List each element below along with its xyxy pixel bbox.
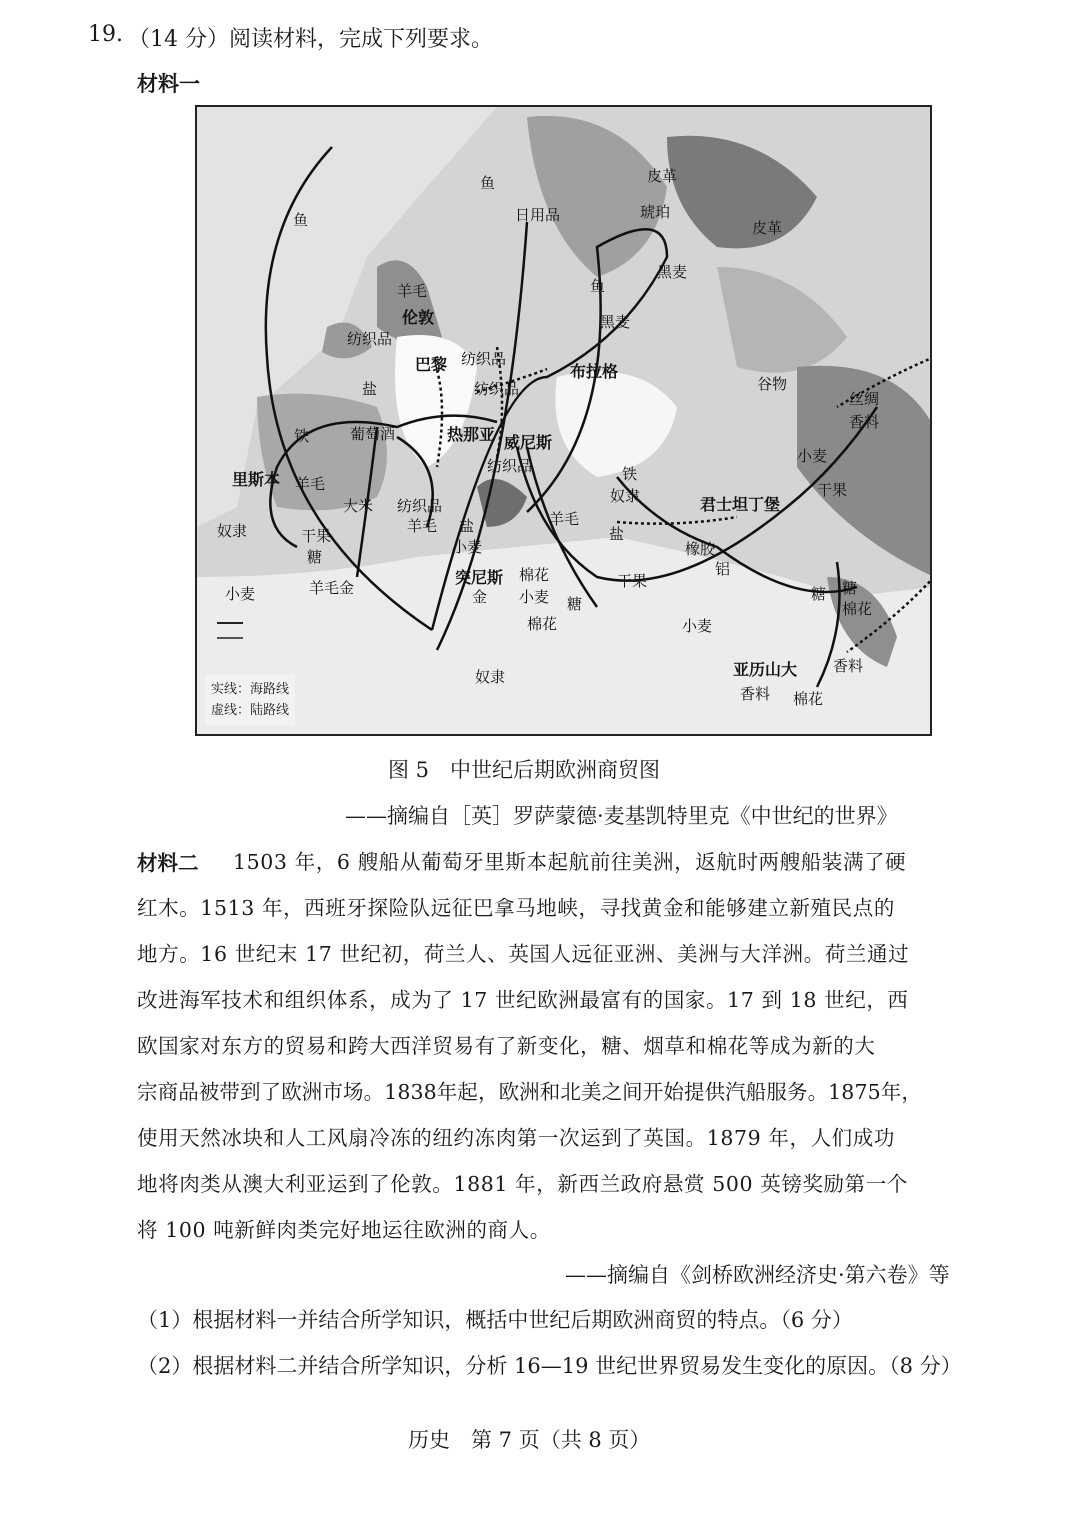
material1-source: ——摘编自［英］罗萨蒙德·麦基凯特里克《中世纪的世界》 (345, 804, 898, 828)
city-lisbon: 里斯本 (232, 470, 281, 489)
map-label: 大米 (343, 497, 374, 515)
map-label: 铁 (622, 465, 638, 483)
map-label: 羊毛 (397, 282, 428, 300)
legend-solid: 实线：海路线 (211, 682, 290, 697)
map-label: 棉花 (519, 566, 550, 584)
map-label: 日用品 (515, 206, 561, 224)
legend-dashed: 虚线：陆路线 (211, 703, 290, 718)
map-label: 羊毛 (295, 475, 326, 493)
map-label: 羊毛金 (309, 579, 355, 597)
map-label: 铁 (294, 427, 310, 445)
map-label: 铝 (715, 560, 731, 578)
map-label: 奴隶 (217, 522, 248, 540)
map-label: 皮革 (647, 167, 678, 185)
material2-line: 地方。16 世纪末 17 世纪初，荷兰人、英国人远征亚洲、美洲与大洋洲。荷兰通过 (137, 942, 910, 966)
map-label: 金 (472, 588, 488, 606)
map-label: 丝绸 (849, 390, 880, 408)
map-label: 香料 (740, 685, 771, 703)
map-label: 香料 (833, 657, 864, 675)
page-footer: 历史 第 7 页（共 8 页） (408, 1428, 651, 1452)
city-genoa: 热那亚 (447, 425, 496, 444)
map-label: 棉花 (793, 690, 824, 708)
map-label: 黑麦 (600, 313, 631, 331)
map-label: 小麦 (519, 588, 550, 606)
map-label: 奴隶 (610, 487, 641, 505)
map-label: 谷物 (757, 375, 788, 393)
map-label: 鱼 (480, 174, 496, 192)
material1-label: 材料一 (137, 72, 200, 96)
material2-line: 改进海军技术和组织体系，成为了 17 世纪欧洲最富有的国家。17 到 18 世纪，西 (137, 988, 909, 1012)
material2-line: 使用天然冰块和人工风扇冷冻的纽约冻肉第一次运到了英国。1879 年，人们成功 (137, 1126, 895, 1150)
map-label: 皮革 (752, 219, 783, 237)
map-label: 干果 (817, 481, 848, 499)
map-label: 羊毛 (407, 517, 438, 535)
map-label: 纺织品 (461, 350, 507, 368)
map-legend (205, 675, 295, 725)
map-label: 葡萄酒 (350, 425, 396, 443)
map-label: 小麦 (797, 447, 828, 465)
legend-solid-swatch (217, 622, 243, 624)
material2-line: 1503 年，6 艘船从葡萄牙里斯本起航前往美洲，返航时两艘船装满了硬 (233, 850, 907, 874)
map-label: 干果 (301, 527, 332, 545)
map-label: 纺织品 (397, 497, 443, 515)
map-label: 黑麦 (657, 263, 688, 281)
subquestion-1: （1）根据材料一并结合所学知识，概括中世纪后期欧洲商贸的特点。（6 分） (137, 1308, 853, 1332)
map-label: 香料 (849, 413, 880, 431)
city-tunis: 突尼斯 (455, 568, 504, 587)
legend-dashed-swatch (217, 637, 243, 639)
map-label: 小麦 (225, 585, 256, 603)
subquestion-2: （2）根据材料二并结合所学知识，分析 16—19 世纪世界贸易发生变化的原因。（8 分） (137, 1354, 962, 1378)
material2-line: 地将肉类从澳大利亚运到了伦敦。1881 年，新西兰政府悬赏 500 英镑奖励第一个 (137, 1172, 908, 1196)
material2-label: 材料二 (137, 851, 199, 875)
map-label: 纺织品 (347, 330, 393, 348)
map-label: 糖 (307, 548, 323, 566)
map-label: 盐 (362, 380, 378, 398)
map-label: 盐 (459, 517, 475, 535)
trade-map (195, 105, 932, 736)
city-prague: 布拉格 (570, 362, 619, 381)
map-label: 盐 (609, 525, 625, 543)
map-label: 纺织品 (487, 457, 533, 475)
map-label: 棉花 (842, 600, 873, 618)
material2-line: 红木。1513 年，西班牙探险队远征巴拿马地峡，寻找黄金和能够建立新殖民点的 (137, 896, 895, 920)
map-label: 羊毛 (549, 510, 580, 528)
map-label: 奴隶 (475, 668, 506, 686)
map-label: 棉花 (527, 615, 558, 633)
figure-caption: 图 5 中世纪后期欧洲商贸图 (388, 758, 661, 782)
city-paris: 巴黎 (415, 355, 448, 374)
map-background (197, 107, 932, 736)
city-venice: 威尼斯 (504, 433, 553, 452)
material2-line: 欧国家对东方的贸易和跨大西洋贸易有了新变化，糖、烟草和棉花等成为新的大 (137, 1034, 876, 1058)
map-label: 琥珀 (640, 203, 671, 221)
question-number: 19. (88, 22, 123, 47)
map-label: 鱼 (590, 277, 606, 295)
map-label: 小麦 (452, 538, 483, 556)
map-label: 鱼 (293, 211, 309, 229)
map-label: 小麦 (682, 617, 713, 635)
material2-source: ——摘编自《剑桥欧洲经济史·第六卷》等 (565, 1263, 950, 1287)
map-label: 纺织品 (474, 380, 520, 398)
map-label: 干果 (617, 572, 648, 590)
map-label: 橡胶 (685, 540, 716, 558)
city-alexandria: 亚历山大 (733, 660, 798, 679)
city-constantinople: 君士坦丁堡 (700, 495, 781, 514)
question-prompt: （14 分）阅读材料，完成下列要求。 (128, 27, 493, 52)
material2-line: 宗商品被带到了欧洲市场。1838年起，欧洲和北美之间开始提供汽船服务。1875年， (137, 1080, 922, 1104)
material2-line: 将 100 吨新鲜肉类完好地运往欧洲的商人。 (137, 1218, 551, 1242)
map-label: 糖 (811, 585, 827, 603)
map-label: 糖 (842, 579, 858, 597)
map-label: 糖 (567, 595, 583, 613)
city-london: 伦敦 (402, 308, 435, 327)
